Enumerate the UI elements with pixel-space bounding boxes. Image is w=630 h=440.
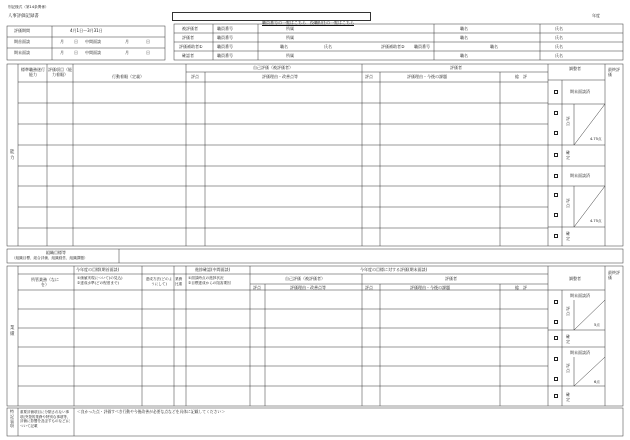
name-label-4: 氏名 — [555, 53, 563, 58]
results-score-checkbox-2b[interactable] — [554, 377, 558, 381]
results-final-title: 最終評価 — [608, 270, 620, 280]
role-sub-evaluator-2: 評価補助者② — [381, 44, 405, 49]
ability-score-checkbox-1b[interactable] — [554, 131, 558, 135]
year-label: 年度 — [592, 13, 600, 18]
results-col-mid-2: ②目標達成からの阻害要因 — [188, 281, 231, 285]
results-adjuster-title: 調整者 — [569, 276, 581, 281]
ability-confirm-checkbox-2[interactable] — [554, 234, 558, 238]
special-description: 重要評価項目に分類されない事項(突発的業務や特別な事項等、評価に影響を及ぼすものなど)について記載 — [20, 410, 71, 428]
col-standard: 標準職務遂行能力 — [21, 67, 45, 77]
ability-final-talk-checkbox-1[interactable] — [554, 90, 558, 94]
results-col-point-2: 評点 — [365, 285, 373, 290]
results-col-reason-next: 評価理由・今後の課題 — [410, 285, 450, 290]
special-input[interactable] — [75, 415, 622, 435]
org-goal-subtitle: （組織目標、総合評価、組織経営、組織課題） — [12, 256, 88, 260]
results-col-overall: 総 評 — [515, 285, 527, 290]
results-score-label-1: 評点 — [566, 306, 570, 317]
ability-final-talk-1: 期末面談済 — [570, 89, 590, 94]
results-side-label: 業 績 — [10, 326, 19, 337]
results-col-point-1: 評点 — [253, 285, 261, 290]
ability-score-checkbox-2b[interactable] — [554, 213, 558, 217]
results-score-checkbox-1b[interactable] — [554, 320, 558, 324]
job-list-link[interactable]: 職員番号の一覧はこちら 役職担任の一覧はこちら — [262, 20, 354, 25]
period-row-2-day2: 日 — [146, 50, 150, 55]
results-confirm-checkbox-1[interactable] — [554, 336, 558, 340]
results-col-weight: 業務比重 — [175, 277, 183, 286]
ability-score-checkbox-2a[interactable] — [554, 193, 558, 197]
col-items: 評価項目（能力着眼） — [48, 67, 72, 77]
id-label-3: 職員番号 — [217, 44, 233, 49]
period-row-2-label: 期末面談 — [14, 50, 30, 55]
results-eval-title: 今年度の目標に対する評価(期末面談) — [360, 267, 428, 272]
post-label-1: 職名 — [460, 26, 468, 31]
period-row-1-day: 日 — [74, 39, 78, 44]
period-row-2-label2: 中間面談 — [85, 50, 101, 55]
dept-label-4: 所属 — [286, 53, 294, 58]
results-col-method: 達成方法(どのようにして) — [145, 277, 173, 286]
results-score-checkbox-2a[interactable] — [554, 357, 558, 361]
results-mid-title: 進捗確認(中間面談) — [195, 267, 231, 272]
ability-ratio-2: 4.75点 — [590, 219, 602, 223]
form-note: 別記様式（第14条関係） — [8, 5, 49, 9]
ability-col-point-2: 評点 — [365, 74, 373, 79]
ability-side-label: 能 力 — [10, 150, 19, 161]
org-goal-title: 組織目標等 — [46, 250, 66, 255]
post-label-4: 職名 — [460, 53, 468, 58]
post-label-5: 職名 — [490, 44, 498, 49]
ability-confirmed-1: 確定 — [566, 150, 570, 161]
results-final-talk-1: 期末面談済 — [570, 293, 590, 298]
id-label-1: 職員番号 — [217, 26, 233, 31]
ability-final-title: 最終評価 — [608, 67, 620, 77]
id-label-4: 職員番号 — [217, 53, 233, 58]
ability-score-checkbox-1a[interactable] — [554, 111, 558, 115]
ability-confirm-checkbox-1[interactable] — [554, 153, 558, 157]
ability-eval-title: 評価者 — [450, 65, 462, 70]
results-confirmed-1: 確定 — [566, 334, 570, 345]
results-ratio-2: 6点 — [594, 380, 600, 384]
period-row-2-day: 日 — [74, 50, 78, 55]
role-evaluator: 評価者 — [182, 35, 194, 40]
ability-final-talk-2: 期末面談済 — [570, 173, 590, 178]
period-row-1-label: 期首面談 — [14, 39, 30, 44]
ability-col-overall: 総 評 — [515, 74, 527, 79]
period-row-1-month: 月 — [60, 39, 64, 44]
results-col-goal-1: ①価値実現について(の見込) — [77, 276, 123, 280]
period-row-2-month: 月 — [60, 50, 64, 55]
special-note: ＜良かった点・評価すべき行動や今後改善が必要な点などを具体に記載してください＞ — [77, 409, 225, 414]
period-row-2-month2: 月 — [125, 50, 129, 55]
ability-ratio-1: 4.75点 — [590, 137, 602, 141]
results-evaluator: 評価者 — [445, 276, 457, 281]
post-label-3: 職名 — [280, 44, 288, 49]
period-range: 4月1日～3月31日 — [70, 28, 103, 33]
dept-label-1: 所属 — [286, 26, 294, 31]
org-goal-input[interactable] — [120, 250, 622, 262]
period-row-1-month2: 月 — [125, 39, 129, 44]
name-label-2: 氏名 — [555, 35, 563, 40]
role-evaluatee: 被評価者 — [182, 26, 198, 31]
period-row-1-day2: 日 — [146, 39, 150, 44]
ability-score-label-1: 評点 — [566, 116, 570, 127]
ability-adjuster-title: 調整者 — [569, 66, 581, 71]
ability-self-eval-title: 自己評価（被評価者） — [253, 65, 293, 70]
results-score-checkbox-1a[interactable] — [554, 300, 558, 304]
ability-col-reason: 評価理由・改善点等 — [262, 74, 298, 79]
name-label-3: 氏名 — [324, 44, 332, 49]
role-sub-evaluator-1: 評価補助者① — [179, 44, 203, 49]
period-label: 評価期間 — [14, 28, 30, 33]
post-label-2: 職名 — [460, 35, 468, 40]
results-self-eval: 自己評価（被評価者） — [285, 276, 325, 281]
ability-confirmed-2: 確定 — [566, 231, 570, 242]
results-goals-title: 今年度の目標(期首面談) — [76, 267, 120, 272]
col-behavior: 行動着眼（定義） — [112, 74, 144, 79]
results-score-label-2: 評点 — [566, 363, 570, 374]
ability-col-point-1: 評点 — [191, 74, 199, 79]
ability-col-reason-next: 評価理由・今後の課題 — [407, 74, 447, 79]
role-confirmer: 確認者 — [182, 53, 194, 58]
name-label-1: 氏名 — [555, 26, 563, 31]
results-ratio-1: 5点 — [594, 323, 600, 327]
special-side-label: 特記事項 — [10, 409, 14, 429]
id-label-5: 職員番号 — [414, 44, 430, 49]
ability-final-talk-checkbox-2[interactable] — [554, 174, 558, 178]
dept-label-2: 所属 — [286, 35, 294, 40]
results-col-mid-1: ①面談時点の進捗状況 — [188, 276, 224, 280]
results-final-talk-2: 期末面談済 — [570, 350, 590, 355]
results-confirmed-2: 確定 — [566, 392, 570, 403]
name-label-5: 氏名 — [555, 44, 563, 49]
results-confirm-checkbox-2[interactable] — [554, 394, 558, 398]
results-col-reason: 評価理由・改善点等 — [290, 285, 326, 290]
id-label-2: 職員番号 — [217, 35, 233, 40]
period-row-1-label2: 中間面談 — [85, 39, 101, 44]
results-col-role: 所管業務（なにを） — [31, 277, 59, 288]
results-col-goal-2: ②達成水準(どの程度まで) — [77, 281, 119, 285]
ability-score-label-2: 評点 — [566, 198, 570, 209]
document-title: 人事評価記録書 — [8, 14, 39, 19]
